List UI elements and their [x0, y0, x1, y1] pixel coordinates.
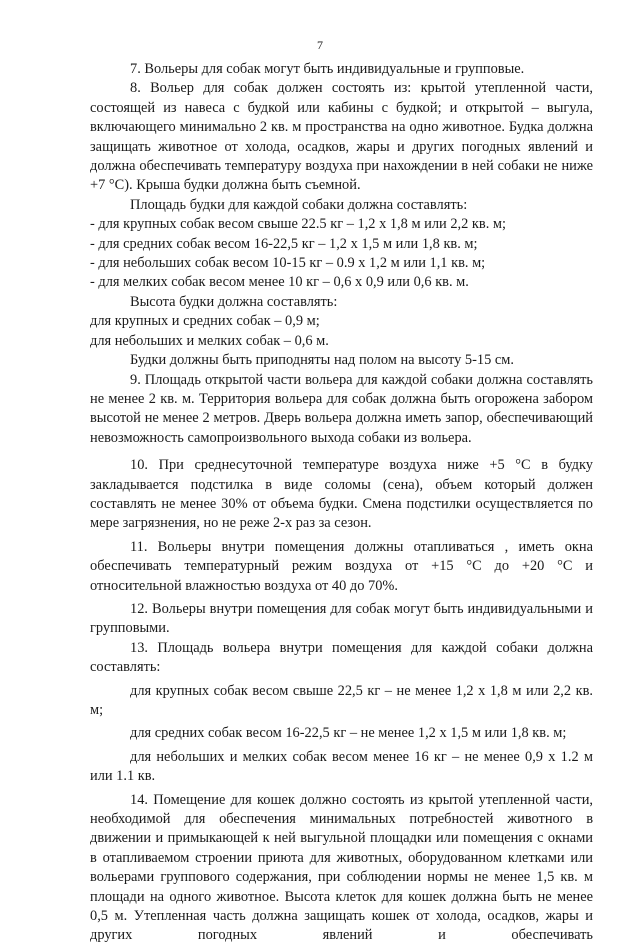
list-item: - для средних собак весом 16-22,5 кг – 1,2 х 1,5 м или 1,8 кв. м;: [90, 235, 478, 252]
paragraph: 14. Помещение для кошек должно состоять из крытой утепленной части, необходимой для обеспечения минимальных потребностей животного в движении и примыкающей к ней выгульной площадки или помещения с окнами в отапливаемом строении приюта для животных, оборудованном клетками или вольерами группового содержания, при соблюдении нормы не менее 1,5 кв. м площади на одного животное. Высота клеток для кошек должна быть не менее 0,5 м. Утепленная часть должна защищать кошек от холода, осадков, жары и других погодных явлений и обеспечивать: [90, 791, 593, 944]
paragraph: 7. Вольеры для собак могут быть индивидуальные и групповые.: [130, 61, 525, 77]
document-body: [90, 60, 593, 946]
list-item: для небольших и мелких собак – 0,6 м.: [90, 332, 329, 349]
paragraph: 13. Площадь вольера внутри помещения для каждой собаки должна составлять:: [90, 639, 593, 676]
paragraph: 11. Вольеры внутри помещения должны отапливаться , иметь окна обеспечивать температурный режим воздуха от +15 °С до +20 °С и относительной влажностью воздуха от 40 до 70%.: [90, 538, 593, 594]
list-item: - для мелких собак весом менее 10 кг – 0,6 х 0,9 или 0,6 кв. м.: [90, 274, 469, 291]
list-item: - для крупных собак весом свыше 22.5 кг – 1,2 х 1,8 м или 2,2 кв. м;: [90, 216, 507, 233]
paragraph: 10. При среднесуточной температуре воздуха ниже +5 °С в будку закладывается подстилка в виде соломы (сена), объем который должен составлять не менее 30% от объема будки. Смена подстилки осуществляется по мере загрязнения, но не реже 2-х раз за сезон.: [90, 457, 593, 532]
list-intro: Высота будки должна составлять:: [130, 293, 338, 310]
page-number: 7: [317, 38, 323, 52]
list-intro: Площадь будки для каждой собаки должна составлять:: [130, 196, 468, 213]
paragraph: Будки должны быть приподняты над полом на высоту 5-15 см.: [130, 352, 514, 369]
paragraph: 8. Вольер для собак должен состоять из: крытой утепленной части, состоящей из навеса с будкой или кабины с будкой; и открытой – выгула, включающего минимально 2 кв. м пространства на одно животное. Будка должна защищать животное от холода, осадков, жары и других погодных явлений и должна обеспечивать температуру воздуха при нахождении в ней собаки не ниже +7 °С). Крыша будки должна быть съемной.: [90, 80, 593, 194]
list-item: для средних собак весом 16-22,5 кг – не менее 1,2 х 1,5 м или 1,8 кв. м;: [130, 725, 567, 742]
paragraph: 9. Площадь открытой части вольера для каждой собаки должна составлять не менее 2 кв. м. Территория вольера для собак должна быть огорожена забором высотой не менее 2 метров. Дверь вольера должна иметь запор, обеспечивающий невозможность самопроизвольного выхода собаки из вольера.: [90, 371, 593, 446]
paragraph: 12. Вольеры внутри помещения для собак могут быть индивидуальными и групповыми.: [90, 600, 593, 637]
list-item: для крупных и средних собак – 0,9 м;: [90, 313, 320, 330]
list-item: для крупных собак весом свыше 22,5 кг – не менее 1,2 х 1,8 м или 2,2 кв. м;: [90, 682, 593, 718]
list-item: для небольших и мелких собак весом менее 16 кг – не менее 0,9 х 1.2 м или 1.1 кв.: [90, 748, 593, 785]
list-item: - для небольших собак весом 10-15 кг – 0.9 х 1,2 м или 1,1 кв. м;: [90, 255, 486, 272]
